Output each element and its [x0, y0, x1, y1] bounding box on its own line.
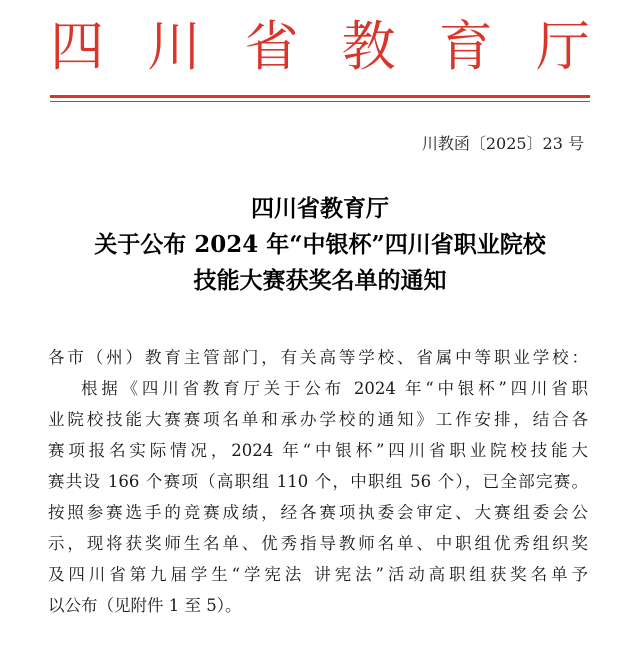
masthead-char: 川 [147, 15, 202, 78]
masthead-char: 育 [438, 15, 493, 78]
document-number: 川教函〔2025〕23 号 [421, 134, 584, 153]
title-line-2: 关于公布 2024 年“中银杯”四川省职业院校 [94, 231, 546, 258]
masthead-char: 厅 [535, 15, 590, 78]
title-line-3: 技能大赛获奖名单的通知 [193, 267, 447, 294]
body-line: 示，现将获奖师生名单、优秀指导教师名单、中职组优秀组织奖 [48, 534, 588, 553]
masthead-divider-thick [50, 95, 590, 98]
body-line: 及四川省第九届学生“学宪法 讲宪法”活动高职组获奖名单予 [48, 565, 588, 584]
body-line: 业院校技能大赛赛项名单和承办学校的通知》工作安排，结合各 [48, 410, 588, 429]
body-line: 赛共设 166 个赛项（高职组 110 个，中职组 56 个），已全部完赛。 [48, 472, 588, 491]
body-line: 根据《四川省教育厅关于公布 2024 年“中银杯”四川省职 [81, 379, 588, 398]
masthead-char: 四 [50, 15, 104, 78]
masthead-divider-thin [50, 101, 590, 102]
masthead-char: 省 [244, 15, 299, 78]
masthead-char: 教 [341, 15, 396, 78]
addressee-line: 各市（州）教育主管部门，有关高等学校、省属中等职业学校： [48, 348, 588, 367]
body-line: 赛项报名实际情况，2024 年“中银杯”四川省职业院校技能大 [48, 441, 588, 460]
document-body [48, 342, 588, 621]
masthead [50, 12, 590, 82]
title-line-1: 四川省教育厅 [251, 195, 389, 222]
body-line: 以公布（见附件 1 至 5）。 [48, 596, 242, 615]
body-line: 按照参赛选手的竞赛成绩，经各赛项执委会审定、大赛组委会公 [48, 503, 588, 522]
document-title [40, 191, 600, 299]
